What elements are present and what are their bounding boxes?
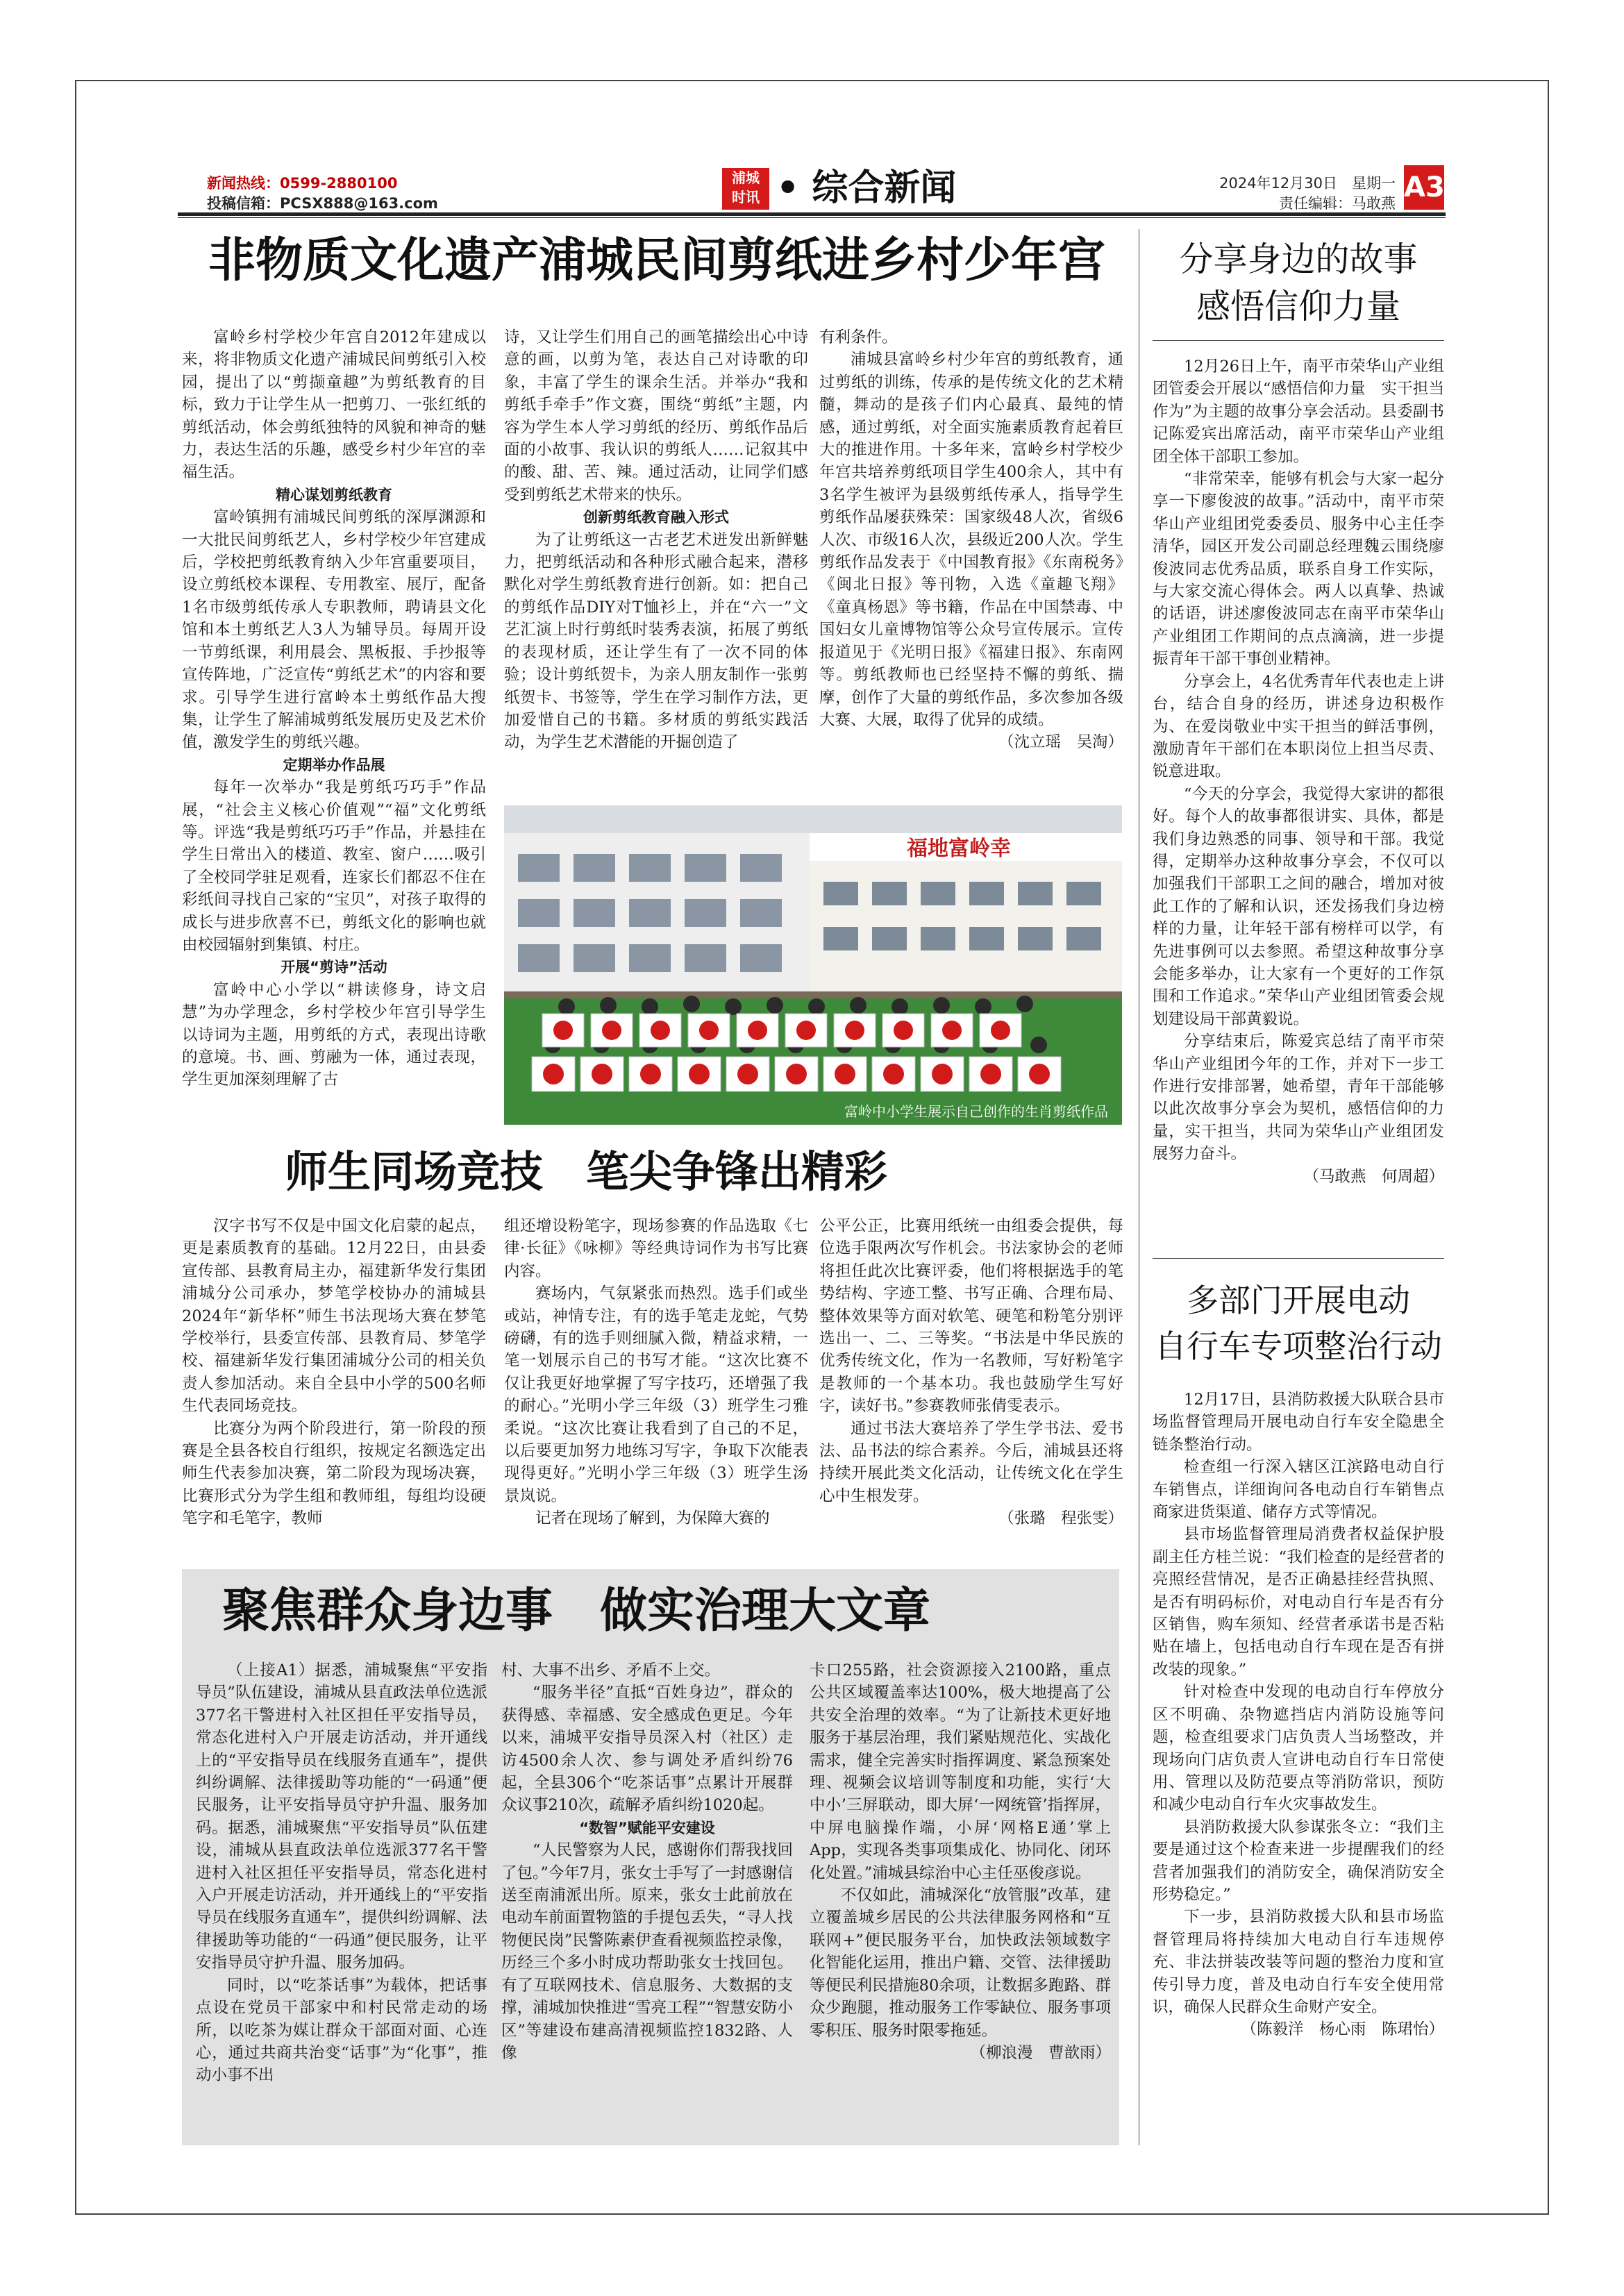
section-title: • 综合新闻 bbox=[776, 167, 957, 209]
paragraph: 下一步，县消防救援大队和县市场监督管理局将持续加大电动自行车违规停充、非法拼装改装等问题的整治力度和宣传引导力度，普及电动自行车安全使用常识，确保人民群众生命财产安全。 bbox=[1153, 1908, 1444, 2016]
student-papercut-photo bbox=[504, 805, 1122, 1125]
article1-col2 bbox=[504, 326, 808, 798]
article1-col1 bbox=[182, 326, 486, 1128]
paragraph: 县消防救援大队参谋张冬立：“我们主要是通过这个检查来进一步提醒我们的经营者加强我们的消防安全，确保消防安全形势稳定。” bbox=[1153, 1818, 1444, 1904]
hotline-label: 新闻热线： bbox=[207, 175, 280, 192]
subheading: 开展“剪诗”活动 bbox=[281, 959, 387, 976]
paragraph: 组还增设粉笔字，现场参赛的作品选取《七律·长征》《咏柳》等经典诗词作为书写比赛内容。 bbox=[504, 1217, 808, 1280]
side2-body bbox=[1153, 1389, 1444, 2145]
issue-date: 2024年12月30日 星期一 bbox=[1219, 175, 1396, 192]
paragraph: “人民警察为人民，感谢你们帮我找回了包。”今年7月，张女士手写了一封感谢信送至南浦派出所。原来，张女士此前放在电动车前面置物篮的手提包丢失，“寻人找物便民岗”民警陈素伊查看视频监控录像，历经三个多小时成功帮助张女士找回包。有了互联网技术、信息服务、大数据的支撑，浦城加快推进“雪亮工程”“智慧安防小区”等建设布建高清视频监控1832路、人像 bbox=[501, 1841, 793, 2062]
side2-headline-line2: 自行车专项整治行动 bbox=[1155, 1327, 1442, 1365]
subheading: “数智”赋能平安建设 bbox=[579, 1819, 715, 1836]
byline: （沈立瑶 吴淘） bbox=[998, 733, 1123, 752]
article1-col3 bbox=[819, 326, 1123, 798]
paragraph: “服务半径”直抵“百姓身边”，群众的获得感、幸福感、安全感成色更足。今年以来，浦城平安指导员深入村（社区）走访4500余人次、参与调处矛盾纠纷76起，全县306个“吃茶话事”点累计开展群众议事210次，疏解矛盾纠纷1020起。 bbox=[501, 1684, 793, 1815]
logo-line-2: 时讯 bbox=[732, 189, 760, 206]
paragraph: 分享会上，4名优秀青年代表也走上讲台，结合自身的经历，讲述身边积极作为、在爱岗敬业中实干担当的鲜活事例，激励青年干部们在本职岗位上担当尽责、锐意进取。 bbox=[1153, 672, 1444, 781]
masthead-date-block bbox=[1173, 174, 1396, 214]
page-number: A3 bbox=[1404, 165, 1444, 210]
paragraph: 汉字书写不仅是中国文化启蒙的起点，更是素质教育的基础。12月22日，由县委宣传部、县教育局主办，福建新华发行集团浦城分公司承办，梦笔学校协办的浦城县2024年“新华杯”师生书法现场大赛在梦笔学校举行，县委宣传部、县教育局、梦笔学校、福建新华发行集团浦城分公司的相关负责人参加活动。来自全县中小学的500名师生代表同场竞技。 bbox=[182, 1217, 486, 1416]
article2-col1 bbox=[182, 1215, 486, 1555]
subheading: 定期举办作品展 bbox=[283, 756, 385, 773]
paragraph: 检查组一行深入辖区江滨路电动自行车销售点，详细询问各电动自行车销售点商家进货渠道、储存方式等情况。 bbox=[1153, 1458, 1444, 1522]
paragraph: 12月17日，县消防救援大队联合县市场监督管理局开展电动自行车安全隐患全链条整治行动。 bbox=[1153, 1391, 1444, 1454]
paragraph: 为了让剪纸这一古老艺术迸发出新鲜魅力，把剪纸活动和各种形式融合起来，潜移默化对学生剪纸教育进行创新。如：把自己的剪纸作品DIY对T恤衫上，并在“六一”文艺汇演上时行剪纸时装秀表演，拓展了剪纸的表现材质，还让学生有了一次不同的体验；设计剪纸贺卡，为亲人朋友制作一张剪纸贺卡、书签等，学生在学习制作方法，更加爱惜自己的书籍。多材质的剪纸实践活动，为学生艺术潜能的开掘创造了 bbox=[504, 530, 808, 752]
paragraph: 同时，以“吃茶话事”为载体，把话事点设在党员干部家中和村民常走动的场所，以吃茶为媒让群众干部面对面、心连心，通过共商共治变“话事”为“化事”，推动小事不出 bbox=[196, 1976, 487, 2085]
logo-line-1: 浦城 bbox=[732, 169, 760, 186]
email-value: PCSX888@163.com bbox=[280, 195, 438, 212]
paragraph: 富岭乡村学校少年宫自2012年建成以来，将非物质文化遗产浦城民间剪纸引入校园，提出了以“剪撷童趣”为剪纸教育的目标，致力于让学生从一把剪刀、一张红纸的剪纸活动，体会剪纸独特的风貌和神奇的魅力，表达生活的乐趣，感受乡村少年宫的幸福生活。 bbox=[182, 328, 486, 482]
building-sign: 福地富岭幸 bbox=[907, 837, 1011, 861]
article2-headline: 师生同场竞技 笔尖争锋出精彩 bbox=[285, 1146, 888, 1197]
masthead-contact bbox=[207, 174, 438, 214]
paragraph: 12月26日上午，南平市荣华山产业组团管委会开展以“感悟信仰力量 实干担当作为”为主题的故事分享会活动。县委副书记陈爱宾出席活动，南平市荣华山产业组团全体干部职工参加。 bbox=[1153, 358, 1444, 466]
article3-col2 bbox=[501, 1659, 793, 2138]
side1-headline-line1: 分享身边的故事 bbox=[1179, 240, 1418, 279]
masthead-rule-thin bbox=[178, 217, 1446, 218]
paragraph: “非常荣幸，能够有机会与大家一起分享一下廖俊波的故事。”活动中，南平市荣华山产业组团党委委员、服务中心主任李清华，园区开发公司副总经理魏云围绕廖俊波同志优秀品质，联系自身工作实际，与大家交流心得体会。两人以真挚、热诚的话语，讲述廖俊波同志在南平市荣华山产业组团工作期间的点点滴滴，进一步提振青年干部干事创业精神。 bbox=[1153, 470, 1444, 669]
paragraph: 诗，又让学生们用自己的画笔描绘出心中诗意的画，以剪为笔，表达自己对诗歌的印象，丰富了学生的课余生活。并举办“我和剪纸手牵手”作文赛，围绕“剪纸”主题，内容为学生本人学习剪纸的经历、剪纸作品后面的小故事、我认识的剪纸人……记叙其中的酸、甜、苦、辣。通过活动，让同学们感受到剪纸艺术带来的快乐。 bbox=[504, 328, 808, 504]
side1-title-rule bbox=[1153, 340, 1444, 341]
side2-top-rule bbox=[1153, 1258, 1444, 1259]
paragraph: 通过书法大赛培养了学生学书法、爱书法、品书法的综合素养。今后，浦城县还将持续开展此类文化活动，让传统文化在学生心中生根发芽。 bbox=[819, 1419, 1123, 1505]
paragraph: 浦城县富岭乡村少年宫的剪纸教育，通过剪纸的训练，传承的是传统文化的艺术精髓，舞动的是孩子们内心最真、最纯的情感，通过剪纸，对全面实施素质教育起着巨大的推进作用。十多年来，富岭乡村学校少年宫共培养剪纸项目学生400余人，其中有3名学生被评为县级剪纸传承人，指导学生剪纸作品屡获殊荣：国家级48人次，省级6人次、市级16人次，县级近200人次。学生剪纸作品发表于《中国教育报》《东南税务》《闽北日报》等刊物，入选《童趣飞翔》《童真杨恩》等书籍，作品在中国禁毒、中国妇女儿童博物馆等公众号宣传展示。宣传报道见于《光明日报》《福建日报》、东南网等。剪纸教师也已经坚持不懈的剪纸、揣摩，创作了大量的剪纸作品，多次参加各级大赛、大展，取得了优异的成绩。 bbox=[819, 351, 1123, 729]
paragraph: 不仅如此，浦城深化“放管服”改革，建立覆盖城乡居民的公共法律服务网格和“互联网+”便民服务平台，加快政法领域数字化智能化运用，推出户籍、交管、法律援助等便民利民措施80余项，让数据多跑路、群众少跑腿，推动服务工作零缺位、服务事项零积压、服务时限零拖延。 bbox=[810, 1886, 1111, 2040]
subheading: 创新剪纸教育融入形式 bbox=[583, 509, 729, 526]
paragraph: 公平公正，比赛用纸统一由组委会提供，每位选手限两次写作机会。书法家协会的老师将担任此次比赛评委，他们将根据选手的笔势结构、字迹工整、书写正确、合理布局、整体效果等方面对软笔、硬笔和粉笔分别评选出一、二、三等奖。“书法是中华民族的优秀传统文化，作为一名教师，写好粉笔字是教师的一个基本功。我也鼓励学生写好字，读好书。”参赛教师张倩雯表示。 bbox=[819, 1217, 1123, 1416]
editor-credit: 责任编辑：马敢燕 bbox=[1279, 195, 1396, 212]
paragraph: 富岭中心小学以“耕读修身，诗文启慧”为办学理念，乡村学校少年宫引导学生以诗词为主题，用剪纸的方式，表现出诗歌的意境。书、画、剪融为一体，通过表现，学生更加深刻理解了古 bbox=[182, 980, 486, 1089]
paragraph: 记者在现场了解到，为保障大赛的 bbox=[535, 1509, 770, 1528]
side2-headline-line1: 多部门开展电动 bbox=[1187, 1282, 1410, 1319]
article2-col3 bbox=[819, 1215, 1123, 1555]
paragraph: 每年一次举办“我是剪纸巧巧手”作品展，“社会主义核心价值观”“福”文化剪纸等。评选“我是剪纸巧巧手”作品，并悬挂在学生日常出入的楼道、教室、窗户……吸引了全校同学驻足观看，连家长们都忍不住在彩纸间寻找自己家的“宝贝”，对孩子取得的成长与进步欣喜不已，剪纸文化的影响也就由校园辐射到集镇、村庄。 bbox=[182, 778, 486, 954]
paper-logo bbox=[722, 168, 769, 210]
email-label: 投稿信箱： bbox=[207, 195, 280, 212]
byline: （马敢燕 何周超） bbox=[1303, 1167, 1444, 1186]
paragraph: “今天的分享会，我觉得大家讲的都很好。每个人的故事都很讲实、具体，都是我们身边熟悉的同事、领导和干部。我觉得，定期举办这种故事分享会，不仅可以加强我们干部职工之间的融合，增加对彼此工作的了解和认识，还发扬我们身边榜样的力量，让年轻干部有榜样可以学，有先进事例可以去参照。希望这种故事分享会能多举办，让大家有一个更好的工作氛围和工作追求。”荣华山产业组团管委会规划建设局干部黄毅说。 bbox=[1153, 785, 1444, 1028]
side1-headline bbox=[1153, 236, 1444, 330]
paragraph: 卡口255路，社会资源接入2100路，重点公共区域覆盖率达100%，极大地提高了公共安全治理的效率。“为了让新技术更好地服务于基层治理，我们紧贴规范化、实战化需求，健全完善实时指挥调度、紧急预案处理、视频会议培训等制度和功能，实行‘大中小’三屏联动，即大屏‘一网统管’指挥屏，中屏电脑操作端，小屏‘网格E通’掌上App，实现各类事项集成化、协同化、闭环化处置。”浦城县综治中心主任巫俊彦说。 bbox=[810, 1661, 1111, 1882]
paragraph: 分享结束后，陈爱宾总结了南平市荣华山产业组团今年的工作，并对下一步工作进行安排部署，她希望，青年干部能够以此次故事分享会为契机，感悟信仰的力量，实干担当，共同为荣华山产业组团发展努力奋斗。 bbox=[1153, 1032, 1444, 1164]
side1-body bbox=[1153, 355, 1444, 1251]
paragraph: 富岭镇拥有浦城民间剪纸的深厚渊源和一大批民间剪纸艺人，乡村学校少年宫建成后，学校把剪纸教育纳入少年宫重要项目，设立剪纸校本课程、专用教室、展厅，配备1名市级剪纸传承人专职教师，聘请县文化馆和本土剪纸艺人3人为辅导员。每周开设一节剪纸课，利用晨会、黑板报、手抄报等宣传阵地，广泛宣传“剪纸艺术”的内容和要求。引导学生进行富岭本土剪纸作品大搜集，让学生了解浦城剪纸发展历史及艺术价值，激发学生的剪纸兴趣。 bbox=[182, 508, 486, 752]
paragraph: 有利条件。 bbox=[819, 328, 898, 346]
article3-col1 bbox=[196, 1659, 487, 2138]
paragraph: 比赛分为两个阶段进行，第一阶段的预赛是全县各校自行组织，按规定名额选定出师生代表参加决赛，第二阶段为现场决赛，比赛形式分为学生组和教师组，每组均设硬笔字和毛笔字，教师 bbox=[182, 1419, 486, 1528]
paragraph: 县市场监督管理局消费者权益保护股副主任方桂兰说：“我们检查的是经营者的亮照经营情况，是否正确悬挂经营执照、是否有明码标价，对电动自行车是否有分区销售，购车须知、经营者承诺书是否粘贴在墙上，包括电动自行车现在是否有拼改装的现象。” bbox=[1153, 1525, 1444, 1679]
side2-headline bbox=[1153, 1277, 1444, 1369]
subheading: 精心谋划剪纸教育 bbox=[276, 486, 392, 503]
paragraph: 赛场内，气氛紧张而热烈。选手们或坐或站，神情专注，有的选手笔走龙蛇，气势磅礴，有的选手则细腻入微，精益求精，一笔一划展示自己的书写才能。“这次比赛不仅让我更好地掌握了写字技巧，还增强了我的耐心。”光明小学三年级（3）班学生刁雅柔说。“这次比赛让我看到了自己的不足，以后要更加努力地练习写字，争取下次能表现得更好。”光明小学三年级（3）班学生汤景岚说。 bbox=[504, 1284, 808, 1505]
article3-col3 bbox=[810, 1659, 1111, 2138]
masthead-rule bbox=[178, 212, 1446, 216]
hotline-value: 0599-2880100 bbox=[280, 175, 398, 192]
paragraph: 针对检查中发现的电动自行车停放分区不明确、杂物遮挡店内消防设施等问题，检查组要求门店负责人当场整改，并现场向门店负责人宣讲电动自行车日常使用、管理以及防范要点等消防常识，预防和减少电动自行车火灾事故发生。 bbox=[1153, 1683, 1444, 1814]
byline: （陈毅洋 杨心雨 陈珺怡） bbox=[1241, 2020, 1444, 2039]
article1-headline: 非物质文化遗产浦城民间剪纸进乡村少年宫 bbox=[208, 233, 1106, 288]
article3-headline: 聚焦群众身边事 做实治理大文章 bbox=[222, 1583, 931, 1639]
byline: （张璐 程张雯） bbox=[998, 1509, 1123, 1528]
article2-col2 bbox=[504, 1215, 808, 1555]
photo-caption: 富岭中小学生展示自己创作的生肖剪纸作品 bbox=[844, 1103, 1108, 1120]
paragraph: 村、大事不出乡、矛盾不上交。 bbox=[501, 1661, 721, 1679]
paragraph: （上接A1）据悉，浦城聚焦“平安指导员”队伍建设，浦城从县直政法单位选派377名干警进村入社区担任平安指导员，常态化进村入户开展走访活动，并开通线上的“平安指导员在线服务直通车”，提供纠纷调解、法律援助等功能的“一码通”便民服务，让平安指导员守护升温、服务加码。据悉，浦城聚焦“平安指导员”队伍建设，浦城从县直政法单位选派377名干警进村入社区担任平安指导员，常态化进村入户开展走访活动，并开通线上的“平安指导员在线服务直通车”，提供纠纷调解、法律援助等功能的“一码通”便民服务，让平安指导员守护升温、服务加码。 bbox=[196, 1661, 487, 1972]
side1-headline-line2: 感悟信仰力量 bbox=[1196, 287, 1400, 326]
byline: （柳浪漫 曹歆雨） bbox=[970, 2043, 1111, 2062]
